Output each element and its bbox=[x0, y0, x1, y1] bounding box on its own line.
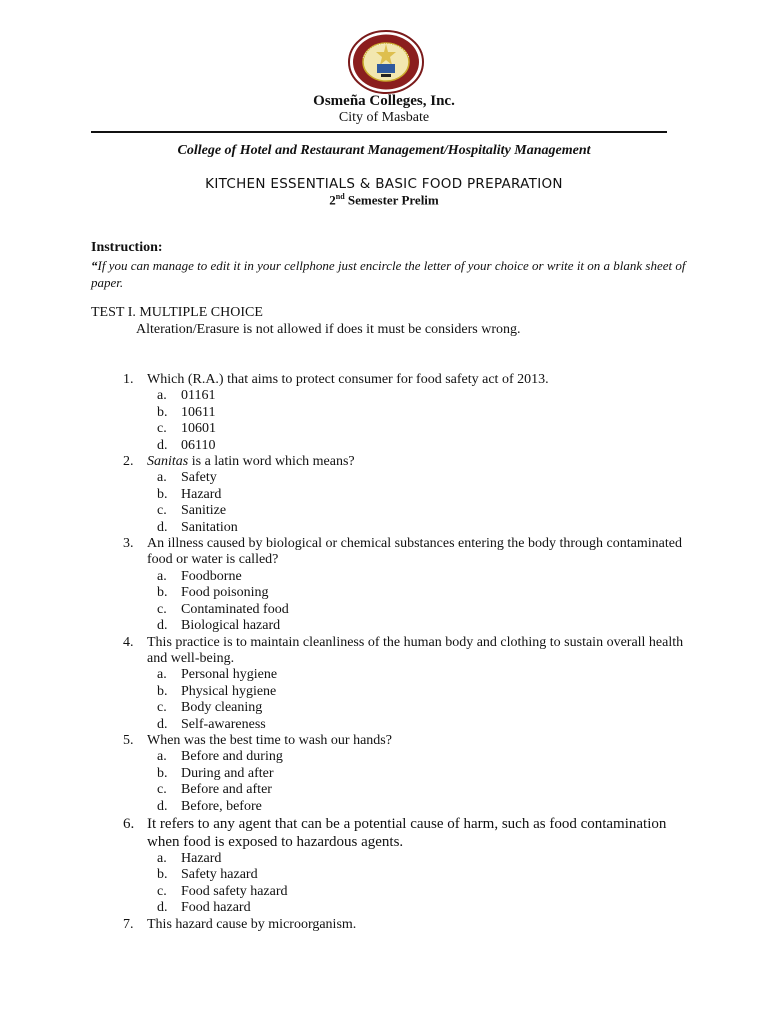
answer-option[interactable] bbox=[147, 851, 691, 867]
answer-option[interactable] bbox=[147, 520, 691, 536]
question-stem bbox=[147, 372, 691, 388]
question-stem-text: is a latin word which means? bbox=[188, 454, 355, 470]
option-letter: c. bbox=[157, 883, 167, 899]
question-item bbox=[91, 815, 691, 917]
answer-option[interactable] bbox=[147, 900, 691, 916]
option-letter: a. bbox=[157, 850, 167, 866]
option-text: Sanitize bbox=[181, 503, 227, 519]
answer-option[interactable] bbox=[147, 421, 691, 437]
answer-option[interactable] bbox=[147, 766, 691, 782]
option-letter: c. bbox=[157, 782, 167, 798]
option-text: Hazard bbox=[181, 486, 222, 502]
option-letter: b. bbox=[157, 765, 168, 781]
option-letter: b. bbox=[157, 486, 168, 502]
option-letter: b. bbox=[157, 585, 168, 601]
option-text: Contaminated food bbox=[181, 601, 289, 617]
answer-option[interactable] bbox=[147, 884, 691, 900]
instruction-body: If you can manage to edit it in your cellphone just encircle the letter of your choice or write it on a blank sheet of paper. bbox=[91, 258, 686, 290]
option-letter: d. bbox=[157, 519, 168, 535]
option-letter: c. bbox=[157, 503, 167, 519]
option-text: During and after bbox=[181, 765, 274, 781]
question-stem-text: This practice is to maintain cleanliness of the human body and clothing to sustain overall health and well-being. bbox=[147, 634, 684, 666]
question-item bbox=[91, 536, 691, 634]
option-text: Food hazard bbox=[181, 900, 251, 916]
school-name: Osmeña Colleges, Inc. bbox=[313, 93, 455, 109]
question-number: 2. bbox=[123, 454, 134, 470]
quote-mark: “ bbox=[91, 258, 98, 273]
option-text: 10611 bbox=[181, 404, 216, 420]
option-text: Safety bbox=[181, 470, 217, 486]
option-text: Body cleaning bbox=[181, 700, 263, 716]
college-name: College of Hotel and Restaurant Management/Hospitality Management bbox=[177, 143, 591, 158]
option-text: Foodborne bbox=[181, 568, 242, 584]
option-text: Biological hazard bbox=[181, 618, 281, 634]
subject-title: KITCHEN ESSENTIALS & BASIC FOOD PREPARATION bbox=[205, 176, 563, 192]
question-stem-text: It refers to any agent that can be a potential cause of harm, such as food contamination when food is exposed to hazardous agents. bbox=[147, 815, 667, 850]
question-number: 6. bbox=[123, 815, 135, 832]
answer-option[interactable] bbox=[147, 618, 691, 634]
question-stem bbox=[147, 815, 691, 851]
answer-option[interactable] bbox=[147, 799, 691, 815]
college-seal-logo bbox=[347, 30, 425, 94]
instruction-label: Instruction: bbox=[91, 240, 163, 255]
option-letter: d. bbox=[157, 437, 168, 453]
answer-option[interactable] bbox=[147, 717, 691, 733]
question-stem-text: When was the best time to wash our hands? bbox=[147, 732, 392, 748]
semester-number: 2 bbox=[329, 192, 336, 208]
option-text: Sanitation bbox=[181, 519, 238, 535]
question-number: 4. bbox=[123, 634, 134, 650]
answer-option[interactable] bbox=[147, 782, 691, 798]
question-stem-text: An illness caused by biological or chemical substances entering the body through contaminated food or water is called? bbox=[147, 536, 682, 568]
option-text: Hazard bbox=[181, 850, 222, 866]
school-city: City of Masbate bbox=[338, 110, 430, 125]
option-letter: a. bbox=[157, 749, 167, 765]
option-letter: a. bbox=[157, 667, 167, 683]
option-text: Before, before bbox=[181, 798, 262, 814]
option-text: Physical hygiene bbox=[181, 683, 277, 699]
question-stem bbox=[147, 635, 691, 668]
answer-option[interactable] bbox=[147, 388, 691, 404]
option-text: Food poisoning bbox=[181, 585, 269, 601]
option-letter: b. bbox=[157, 683, 168, 699]
option-text: 06110 bbox=[181, 437, 216, 453]
answer-option[interactable] bbox=[147, 700, 691, 716]
question-number: 3. bbox=[123, 536, 134, 552]
question-item bbox=[91, 733, 691, 815]
option-text: Safety hazard bbox=[181, 867, 258, 883]
option-letter: c. bbox=[157, 421, 167, 437]
question-item bbox=[91, 372, 691, 454]
option-text: Before and during bbox=[181, 749, 283, 765]
option-letter: a. bbox=[157, 388, 167, 404]
option-letter: b. bbox=[157, 867, 168, 883]
header-divider bbox=[91, 131, 667, 133]
answer-option[interactable] bbox=[147, 470, 691, 486]
question-stem bbox=[147, 536, 691, 569]
question-item bbox=[91, 917, 691, 933]
answer-option[interactable] bbox=[147, 684, 691, 700]
test-note: Alteration/Erasure is not allowed if does it must be considers wrong. bbox=[136, 322, 521, 337]
option-text: 01161 bbox=[181, 388, 216, 404]
answer-option[interactable] bbox=[147, 405, 691, 421]
question-stem-italic: Sanitas bbox=[147, 454, 189, 470]
question-item bbox=[91, 635, 691, 733]
question-item bbox=[91, 454, 691, 536]
question-stem-text: This hazard cause by microorganism. bbox=[147, 916, 357, 932]
option-letter: d. bbox=[157, 798, 168, 814]
question-list bbox=[91, 372, 691, 933]
answer-option[interactable] bbox=[147, 569, 691, 585]
option-letter: a. bbox=[157, 568, 167, 584]
option-letter: c. bbox=[157, 601, 167, 617]
question-stem-text: Which (R.A.) that aims to protect consumer for food safety act of 2013. bbox=[147, 372, 549, 387]
test-title: TEST I. MULTIPLE CHOICE bbox=[91, 305, 263, 320]
answer-option[interactable] bbox=[147, 667, 691, 683]
option-letter: d. bbox=[157, 618, 168, 634]
question-stem bbox=[147, 917, 691, 933]
answer-option[interactable] bbox=[147, 503, 691, 519]
option-text: Self-awareness bbox=[181, 716, 266, 732]
option-letter: b. bbox=[157, 404, 168, 420]
question-number: 1. bbox=[123, 372, 134, 387]
question-number: 5. bbox=[123, 732, 134, 748]
question-number: 7. bbox=[123, 916, 134, 932]
semester-label: Semester Prelim bbox=[344, 192, 439, 208]
semester-title bbox=[0, 192, 768, 208]
answer-option[interactable] bbox=[147, 487, 691, 503]
option-text: 10601 bbox=[181, 421, 216, 437]
answer-option[interactable] bbox=[147, 602, 691, 618]
semester-suffix: nd bbox=[335, 192, 345, 201]
option-text: Before and after bbox=[181, 782, 272, 798]
option-text: Personal hygiene bbox=[181, 667, 278, 683]
answer-option[interactable] bbox=[147, 585, 691, 601]
option-letter: d. bbox=[157, 716, 168, 732]
instruction-text bbox=[91, 257, 691, 291]
option-letter: c. bbox=[157, 700, 167, 716]
answer-option[interactable] bbox=[147, 749, 691, 765]
question-stem bbox=[147, 454, 691, 470]
option-text: Food safety hazard bbox=[181, 883, 288, 899]
option-letter: a. bbox=[157, 470, 167, 486]
answer-option[interactable] bbox=[147, 867, 691, 883]
answer-option[interactable] bbox=[147, 438, 691, 454]
option-letter: d. bbox=[157, 900, 168, 916]
question-stem bbox=[147, 733, 691, 749]
